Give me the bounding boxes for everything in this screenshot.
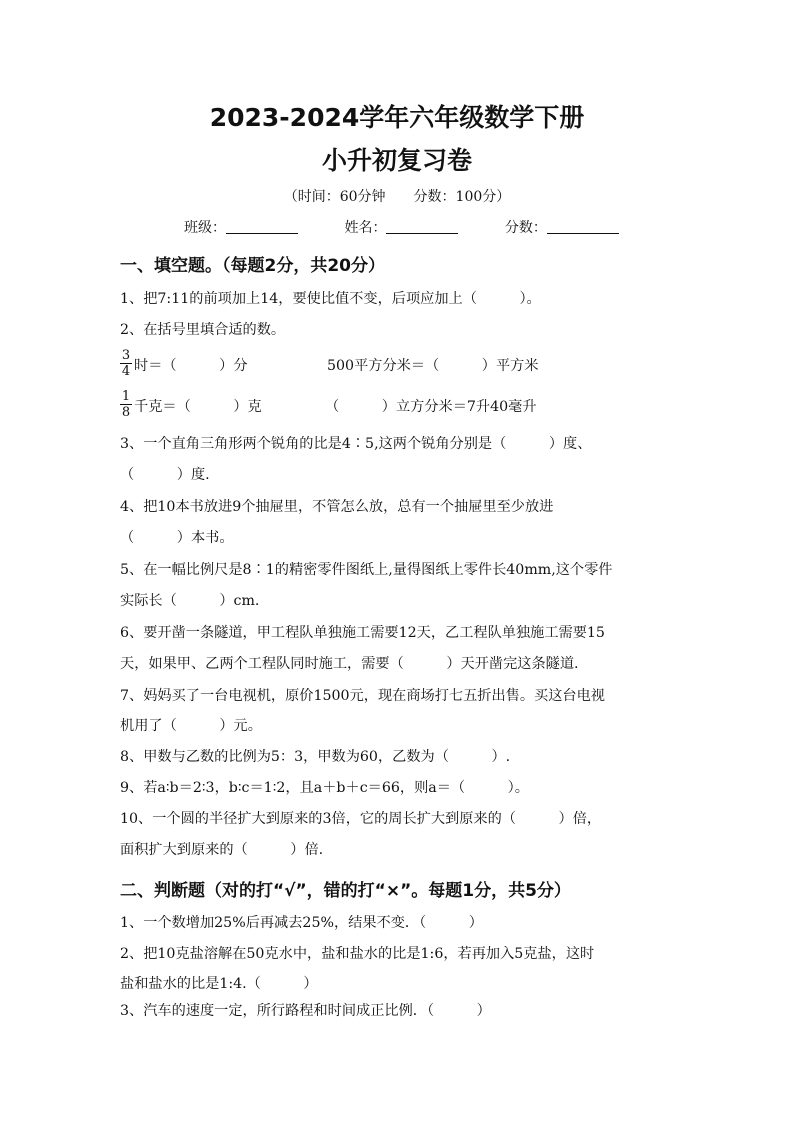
exam-subtitle: 小升初复习卷 xyxy=(321,146,472,175)
question-1-2b: 500平方分米＝（ ）平方米 xyxy=(327,358,539,374)
question-1-2d: （ ）立方分米＝7升40毫升 xyxy=(325,399,537,415)
question-1-2c: 千克＝（ ）克 xyxy=(134,399,262,415)
score-blank[interactable] xyxy=(547,219,619,234)
fraction-denominator: 4 xyxy=(121,364,131,379)
exam-title: 2023-2024学年六年级数学下册 xyxy=(209,103,585,132)
question-1-6-line1: 6、要开凿一条隧道，甲工程队单独施工需要12天，乙工程队单独施工需要15 xyxy=(120,625,605,641)
question-1-10-line2: 面积扩大到原来的（ ）倍. xyxy=(120,842,324,858)
fraction-numerator: 1 xyxy=(121,389,131,404)
question-2-1: 1、一个数增加25%后再减去25%，结果不变．（ ） xyxy=(120,915,483,931)
class-blank[interactable] xyxy=(226,219,298,234)
question-2-3: 3、汽车的速度一定，所行路程和时间成正比例．（ ） xyxy=(120,1003,491,1019)
score-label: 分数： xyxy=(504,220,547,236)
question-1-9: 9、若a∶b＝2∶3，b∶c＝1∶2，且a＋b＋c＝66，则a＝（ ）。 xyxy=(120,780,529,796)
fraction-denominator: 8 xyxy=(121,405,131,420)
question-1-4-line1: 4、把10本书放进9个抽屉里，不管怎么放，总有一个抽屉里至少放进 xyxy=(120,499,554,515)
question-1-7-line1: 7、妈妈买了一台电视机，原价1500元，现在商场打七五折出售。买这台电视 xyxy=(120,688,605,704)
question-2-2-line2: 盐和盐水的比是1:4.（ ） xyxy=(120,976,318,992)
question-1-4-line2: （ ）本书。 xyxy=(120,530,234,546)
section-fill-heading: 一、填空题。（每题2分，共20分） xyxy=(120,256,385,276)
question-1-1: 1、把7:11的前项加上14，要使比值不变，后项应加上（ ）。 xyxy=(120,291,541,307)
question-1-2: 2、在括号里填合适的数。 xyxy=(120,322,286,338)
name-label: 姓名： xyxy=(344,220,387,236)
question-1-7-line2: 机用了（ ）元。 xyxy=(120,718,262,734)
student-info-fields xyxy=(184,217,661,237)
question-1-10-line1: 10、一个圆的半径扩大到原来的3倍，它的周长扩大到原来的（ ）倍， xyxy=(120,811,602,827)
section-judge-heading: 二、判断题（对的打“√”，错的打“×”。每题1分，共5分） xyxy=(120,881,571,901)
question-2-2-line1: 2、把10克盐溶解在50克水中，盐和盐水的比是1:6，若再加入5克盐，这时 xyxy=(120,946,595,962)
question-1-8: 8、甲数与乙数的比例为5：3，甲数为60，乙数为（ ）. xyxy=(120,749,511,765)
class-label: 班级： xyxy=(184,220,226,236)
question-1-3-line2: （ ）度. xyxy=(120,467,210,483)
exam-meta: （时间：60分钟 分数：100分） xyxy=(283,189,511,205)
fraction-one-eighth xyxy=(120,390,132,419)
fraction-three-quarters xyxy=(120,349,132,378)
name-blank[interactable] xyxy=(386,219,458,234)
question-1-2a: 时＝（ ）分 xyxy=(134,358,248,374)
question-1-5-line2: 实际长（ ）cm. xyxy=(120,593,260,609)
question-1-3-line1: 3、一个直角三角形两个锐角的比是4∶5,这两个锐角分别是（ ）度、 xyxy=(120,436,592,452)
fraction-numerator: 3 xyxy=(121,348,131,363)
question-1-5-line1: 5、在一幅比例尺是8∶1的精密零件图纸上,量得图纸上零件长40mm,这个零件 xyxy=(120,562,613,578)
question-1-6-line2: 天，如果甲、乙两个工程队同时施工，需要（ ）天开凿完这条隧道. xyxy=(120,656,579,672)
